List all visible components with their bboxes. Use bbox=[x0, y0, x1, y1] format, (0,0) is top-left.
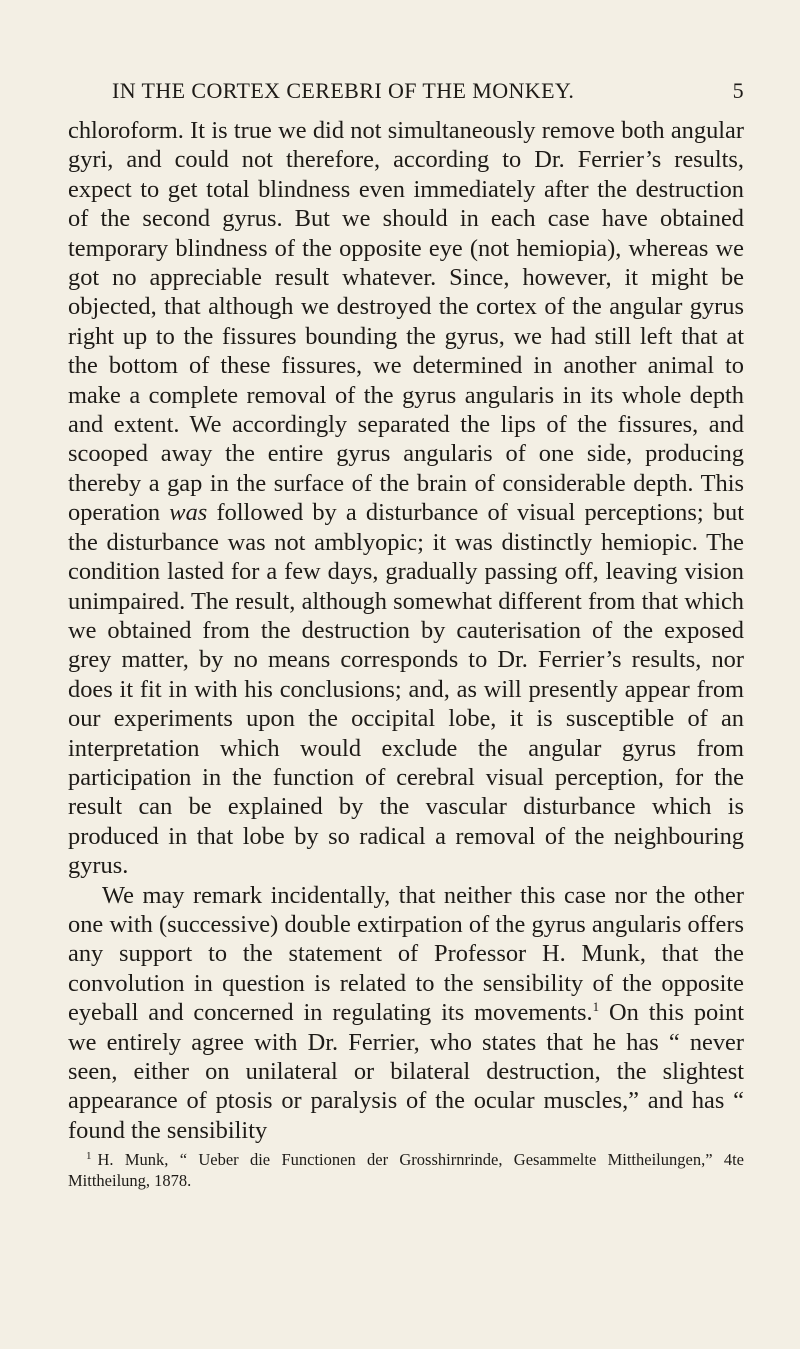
body-text bbox=[68, 116, 744, 1145]
paragraph-2 bbox=[68, 881, 744, 1146]
running-title: IN THE CORTEX CEREBRI OF THE MONKEY. bbox=[112, 78, 575, 103]
paragraph-2-part-3: On this point we entirely agree with Dr. Ferrier, who states that he has “ never seen, either on unilateral or bilateral destruction, the slightest appearance of ptosis or paralysis of the ocular muscles,” and has “ found the sensibility bbox=[68, 999, 744, 1144]
footnote bbox=[68, 1149, 744, 1191]
paragraph-2-part-1: We may remark incidentally, that neither this case nor the other one with (successive) double extirpation of the gyrus angularis offers any support to the statement of Professor H. Munk, that the convolution in question is related to the sensibility of the opposite eyeball and concerned in regulating its movements. bbox=[68, 881, 744, 1027]
page-number: 5 bbox=[732, 78, 744, 103]
running-head bbox=[68, 52, 744, 103]
footnote-reference: 1 bbox=[592, 999, 600, 1015]
paragraph-1-part-1: chloroform. It is true we did not simultaneously remove both angular gyri, and could not therefore, according to Dr. Ferrier’s results, expect to get total blindness even immediately after the destruction of the second gyrus. But we should in each case have obtained temporary blindness of the opposite eye (not hemiopia), whereas we got no appreciable result whatever. Since, however, it might be objected, that although we destroyed the cortex of the angular gyrus right up to the fissures bounding the gyrus, we had still left that at the bottom of these fissures, we determined in another animal to make a complete removal of the gyrus angularis in its whole depth and extent. We accordingly separated the lips of the fissures, and scooped away the entire gyrus angularis of one side, producing thereby a gap in the surface of the brain of considerable depth. This operation bbox=[68, 117, 744, 527]
paragraph-1-part-3: followed by a disturbance of visual perceptions; but the disturbance was not amblyopic; it was distinctly hemiopic. The condition lasted for a few days, gradually passing off, leaving vision unimpaired. The result, although somewhat different from that which we obtained from the destruction by cauterisation of the exposed grey matter, by no means corresponds to Dr. Ferrier’s results, nor does it fit in with his conclusions; and, as will presently appear from our experiments upon the occipital lobe, it is susceptible of an interpretation which would exclude the angular gyrus from participation in the function of cerebral visual perception, for the result can be explained by the vascular disturbance which is produced in that lobe by so radical a removal of the neighbouring gyrus. bbox=[68, 499, 744, 880]
emphasis-was: was bbox=[169, 499, 208, 527]
footnote-marker: 1 bbox=[86, 1149, 92, 1162]
paragraph-1 bbox=[68, 116, 744, 881]
footnote-text: H. Munk, “ Ueber die Functionen der Grosshirnrinde, Gesammelte Mittheilungen,” 4te Mittheilung, 1878. bbox=[68, 1150, 744, 1191]
